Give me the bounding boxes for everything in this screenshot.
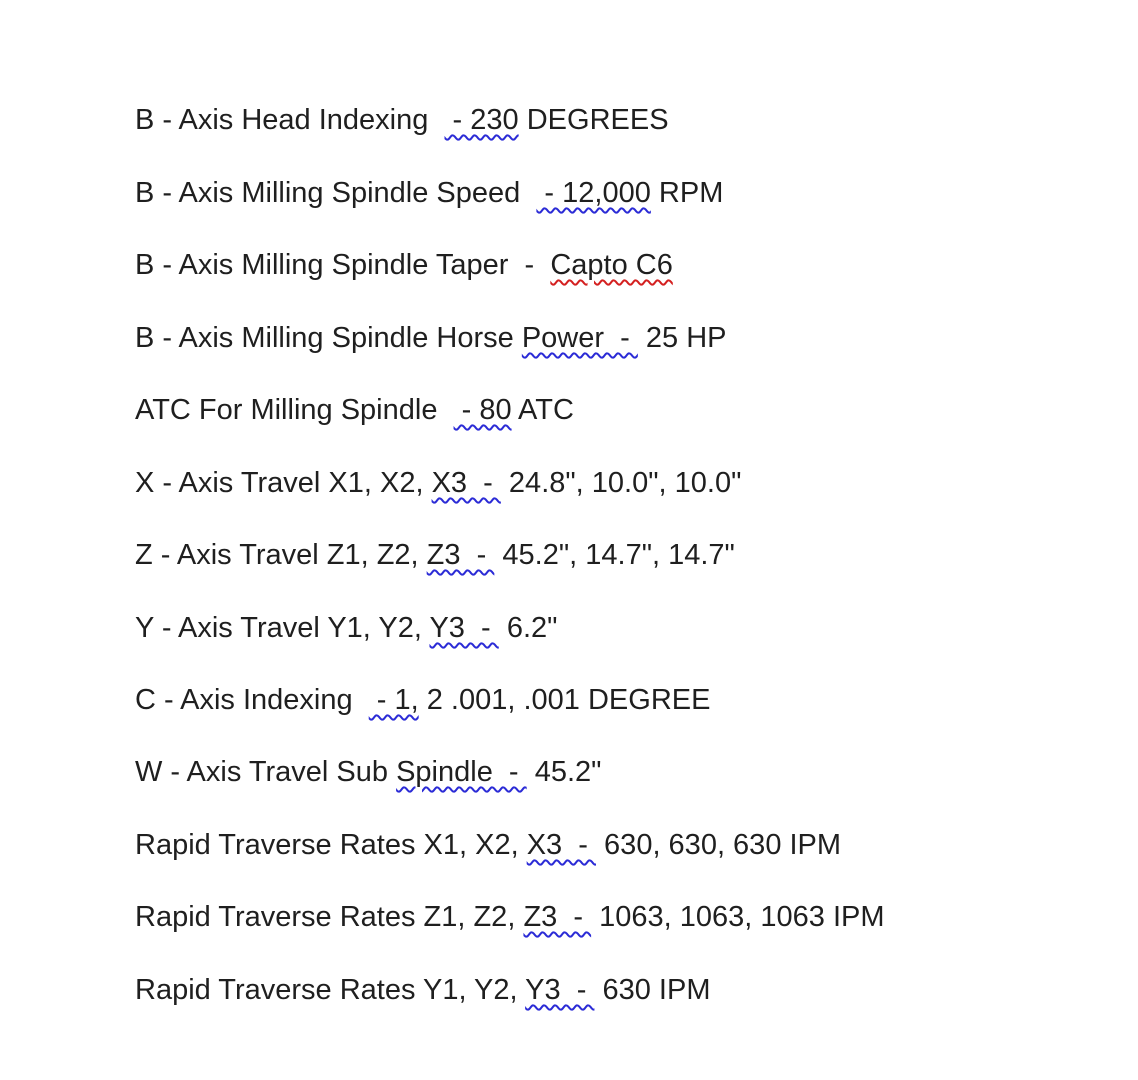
spec-line-rapid-traverse-x [135,825,841,865]
spec-value: 6.2" [498,612,558,644]
grammar-flagged-text[interactable]: - 1, [368,684,419,716]
spec-line-rapid-traverse-z [135,897,885,937]
spec-line-atc-milling-spindle [135,390,574,430]
spec-label: B - Axis Milling Spindle Horse [135,322,522,354]
grammar-flagged-text[interactable]: Z3 - [426,539,495,571]
spec-line-b-axis-spindle-speed [135,173,723,213]
spec-line-z-axis-travel [135,535,735,575]
spec-value: 630, 630, 630 IPM [596,829,842,861]
spec-value: ATC [511,394,574,426]
spec-label: Z - Axis Travel Z1, Z2, [135,539,427,571]
spec-line-y-axis-travel [135,608,557,648]
grammar-flagged-text[interactable]: Y3 - [525,974,595,1006]
grammar-flagged-text[interactable]: Z3 - [523,901,592,933]
spec-label: C - Axis Indexing [135,684,369,716]
spec-line-x-axis-travel [135,463,741,503]
spec-label: B - Axis Milling Spindle Taper - [135,249,551,281]
spec-label: ATC For Milling Spindle [135,394,454,426]
spec-value: 1063, 1063, 1063 IPM [591,901,885,933]
spec-label: B - Axis Milling Spindle Speed [135,177,537,209]
spec-line-c-axis-indexing [135,680,710,720]
spelling-flagged-text[interactable]: Capto C6 [550,249,673,281]
document-page [135,0,1095,1080]
spec-label: W - Axis Travel Sub [135,756,397,788]
spec-label: B - Axis Head Indexing [135,104,445,136]
spec-label: Rapid Traverse Rates Y1, Y2, [135,974,526,1006]
grammar-flagged-text[interactable]: - 12,000 [536,177,651,209]
spec-line-b-axis-horse-power [135,318,727,358]
spec-value: RPM [650,177,724,209]
grammar-flagged-text[interactable]: X3 - [431,467,501,499]
spec-line-b-axis-head-indexing [135,100,669,140]
grammar-flagged-text[interactable]: Power - [521,322,638,354]
spec-line-w-axis-travel [135,752,601,792]
spec-label: Y - Axis Travel Y1, Y2, [135,612,430,644]
spec-value: 630 IPM [594,974,711,1006]
spec-value: 2 .001, .001 DEGREE [418,684,711,716]
spec-value: 25 HP [637,322,727,354]
spec-value: 45.2", 14.7", 14.7" [494,539,735,571]
spec-label: Rapid Traverse Rates X1, X2, [135,829,527,861]
spec-value: DEGREES [518,104,669,136]
grammar-flagged-text[interactable]: - 80 [453,394,512,426]
spec-label: Rapid Traverse Rates Z1, Z2, [135,901,524,933]
spec-line-rapid-traverse-y [135,970,711,1010]
spec-line-b-axis-spindle-taper [135,245,673,285]
grammar-flagged-text[interactable]: Spindle - [396,756,527,788]
grammar-flagged-text[interactable]: Y3 - [429,612,499,644]
spec-value: 45.2" [526,756,602,788]
spec-value: 24.8", 10.0", 10.0" [500,467,742,499]
grammar-flagged-text[interactable]: - 230 [444,104,519,136]
spec-label: X - Axis Travel X1, X2, [135,467,432,499]
grammar-flagged-text[interactable]: X3 - [526,829,596,861]
